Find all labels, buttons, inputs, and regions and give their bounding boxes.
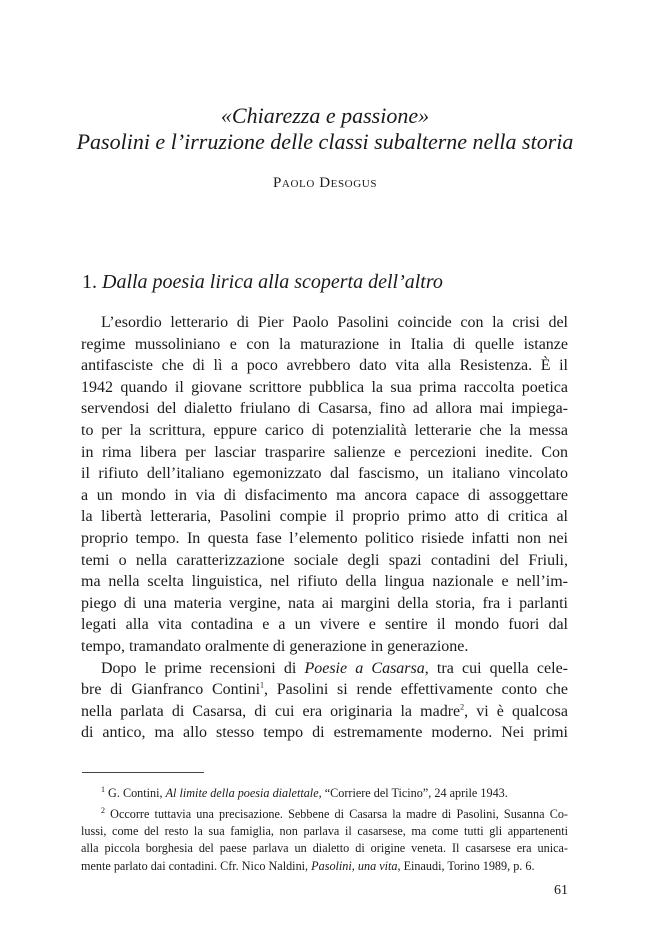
footnote-line: alla piccola borghesia del paese parlava un dialetto di origine veneta. Il casarsese era unica- bbox=[81, 841, 568, 856]
text-run: Dopo le prime recensioni di bbox=[101, 659, 305, 677]
text-run: mente parlato dai contadini. Cfr. Nico Naldini, bbox=[81, 858, 312, 873]
text-run: , Einaudi, Torino 1989, p. 6. bbox=[397, 858, 535, 873]
footnote-2 bbox=[81, 806, 568, 875]
text-run: , vi è qualcosa bbox=[464, 702, 568, 720]
page-number: 61 bbox=[554, 883, 568, 898]
body-line bbox=[81, 701, 568, 723]
body-line: il rifiuto dell’italiano egemonizzato dal fascismo, un italiano vincolato bbox=[81, 465, 568, 483]
footnote-ref-2[interactable]: 2 bbox=[460, 702, 465, 712]
body-line: legati alla vita contadina e a un vivere e sentire il mondo fuori dal bbox=[81, 616, 568, 634]
body-line: temi o nella caratterizzazione sociale degli spazi contadini del Friuli, bbox=[81, 551, 568, 569]
section-heading bbox=[82, 270, 443, 294]
footnote-mark: 1 bbox=[101, 785, 105, 794]
footnote-1 bbox=[81, 785, 568, 802]
body-line: proprio tempo. In questa fase l’elemento politico risiede infatti non nei bbox=[81, 529, 568, 547]
footnote-divider bbox=[82, 772, 204, 773]
footnote-line bbox=[81, 858, 568, 875]
text-run: bre di Gianfranco Contini bbox=[81, 681, 261, 699]
section-number: 1. bbox=[82, 271, 97, 293]
text-run: Occorre tuttavia una precisazione. Sebbene di Casarsa la madre di Pasolini, Susanna Co- bbox=[105, 807, 568, 821]
text-run: nella parlata di Casarsa, di cui era originaria la madre bbox=[81, 702, 461, 720]
body-line: in rima libera per lasciar trasparire salienze e percezioni inedite. Con bbox=[81, 443, 568, 461]
article-title-line-1: «Chiarezza e passione» bbox=[220, 103, 430, 128]
body-text bbox=[81, 312, 568, 744]
text-run: , Pasolini si rende effettivamente conto che bbox=[264, 681, 568, 699]
text-run: G. Contini, bbox=[105, 786, 166, 800]
body-line: servendosi del dialetto friulano di Casarsa, fino ad allora mai impiega- bbox=[81, 400, 568, 418]
body-line: 1942 quando il giovane scrittore pubblica la sua prima raccolta poetica bbox=[81, 378, 568, 396]
body-line bbox=[81, 658, 568, 680]
cited-title: Pasolini, una vita bbox=[311, 858, 398, 873]
body-line: di antico, ma allo stesso tempo di estremamente moderno. Nei primi bbox=[81, 724, 568, 742]
book-title-poesie-a-casarsa: Poesie a Casarsa bbox=[304, 659, 425, 677]
footnote-mark: 2 bbox=[101, 806, 105, 815]
body-line: regime mussoliniano e con la maturazione in Italia di quelle istanze bbox=[81, 335, 568, 353]
body-line: L’esordio letterario di Pier Paolo Pasolini coincide con la crisi del bbox=[101, 314, 568, 331]
text-run: , “Corriere del Ticino”, 24 aprile 1943. bbox=[318, 786, 508, 800]
text-run: , tra cui quella cele- bbox=[424, 659, 568, 677]
cited-title: Al limite della poesia dialettale bbox=[165, 786, 319, 800]
body-line: ma nella scelta linguistica, nel rifiuto della lingua nazionale e nell’im- bbox=[81, 573, 568, 591]
body-line: tempo, tramandato oralmente di generazione in generazione. bbox=[81, 637, 469, 655]
body-line: antifasciste che di lì a poco avrebbero dato vita alla Resistenza. È il bbox=[81, 357, 568, 375]
body-line: la libertà letteraria, Pasolini compie il proprio primo atto di critica al bbox=[81, 508, 568, 526]
body-line bbox=[81, 679, 568, 701]
body-line: a un mondo in via di disfacimento ma ancora capace di assoggettare bbox=[81, 486, 568, 504]
footnote-ref-1[interactable]: 1 bbox=[260, 680, 265, 690]
footnote-line bbox=[81, 806, 568, 823]
section-title: Dalla poesia lirica alla scoperta dell’altro bbox=[102, 271, 443, 293]
footnote-line bbox=[81, 785, 568, 802]
article-title-line-2: Pasolini e l’irruzione delle classi subalterne nella storia bbox=[76, 129, 574, 154]
footnote-line: lussi, come del resto la sua famiglia, non parlava il casarsese, ma come tutti gli appartenenti bbox=[81, 824, 568, 839]
author-name: Paolo Desogus bbox=[272, 175, 378, 191]
body-line: to per la scrittura, eppure carico di potenzialità letterarie che la messa bbox=[81, 421, 568, 439]
body-line: piego di una materia vergine, nata ai margini della storia, fra i parlanti bbox=[81, 594, 568, 612]
